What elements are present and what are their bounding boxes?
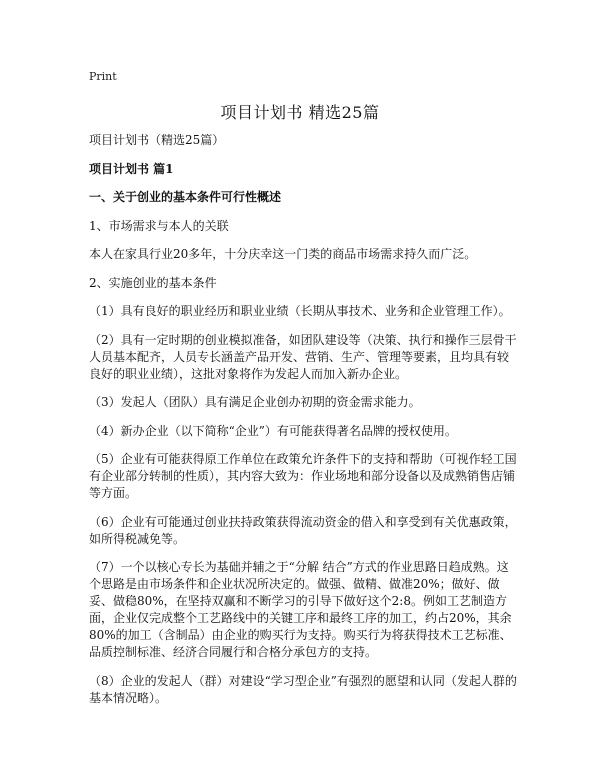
- paragraph: （6）企业有可能通过创业扶持政策获得流动资金的借入和享受到有关优惠政策，如所得税减免等。: [89, 514, 517, 546]
- paragraph: （3）发起人（团队）具有满足企业创办初期的资金需求能力。: [89, 395, 421, 409]
- document-body: [89, 132, 517, 718]
- document-title: 项目计划书 精选25篇: [220, 103, 380, 122]
- paragraph: （7）一个以核心专长为基础并辅之于“分解 结合”方式的作业思路日趋成熟。这个思路是由市场条件和企业状况所决定的。做强、做精、做准20%；做好、做妥、做稳80%，在坚持双赢和不断学习的引导下做好这个2:8。例如工艺制造方面，企业仅完成整个工艺路线中的关键工序和最终工序的加工，约占20%，其余80%的加工（含制品）由企业的购买行为支持。购买行为将获得技术工艺标准、品质控制标准、经济合同履行和合格分承包方的支持。: [89, 560, 512, 659]
- paragraph: （5）企业有可能获得原工作单位在政策允许条件下的支持和帮助（可视作轻工国有企业部分转制的性质），其内容大致为：作业场地和部分设备以及成熟销售店铺等方面。: [89, 452, 517, 500]
- print-label: Print: [89, 70, 117, 83]
- section-heading: 项目计划书 篇1: [89, 161, 174, 176]
- paragraph: （2）具有一定时期的创业模拟准备，如团队建设等（决策、执行和操作三层骨干人员基本配齐，人员专长涵盖产品开发、营销、生产、管理等要素，且均具有较良好的职业业绩），这批对象将作为发起人而加入新办企业。: [89, 332, 517, 381]
- subsection-heading: 一、关于创业的基本条件可行性概述: [89, 190, 282, 204]
- paragraph: （4）新办企业（以下简称“企业”）有可能获得著名品牌的授权使用。: [89, 423, 457, 438]
- paragraph: 1、市场需求与本人的关联: [89, 218, 229, 233]
- subtitle-paragraph: 项目计划书（精选25篇）: [89, 133, 225, 147]
- paragraph: 本人在家具行业20多年，十分庆幸这一门类的商品市场需求持久而广泛。: [89, 247, 477, 261]
- paragraph: （1）具有良好的职业经历和职业业绩（长期从事技术、业务和企业管理工作）。: [89, 304, 511, 318]
- paragraph: （8）企业的发起人（群）对建设“学习型企业”有强烈的愿望和认同（发起人群的基本情况略）。: [89, 673, 517, 705]
- paragraph: 2、实施创业的基本条件: [89, 275, 217, 290]
